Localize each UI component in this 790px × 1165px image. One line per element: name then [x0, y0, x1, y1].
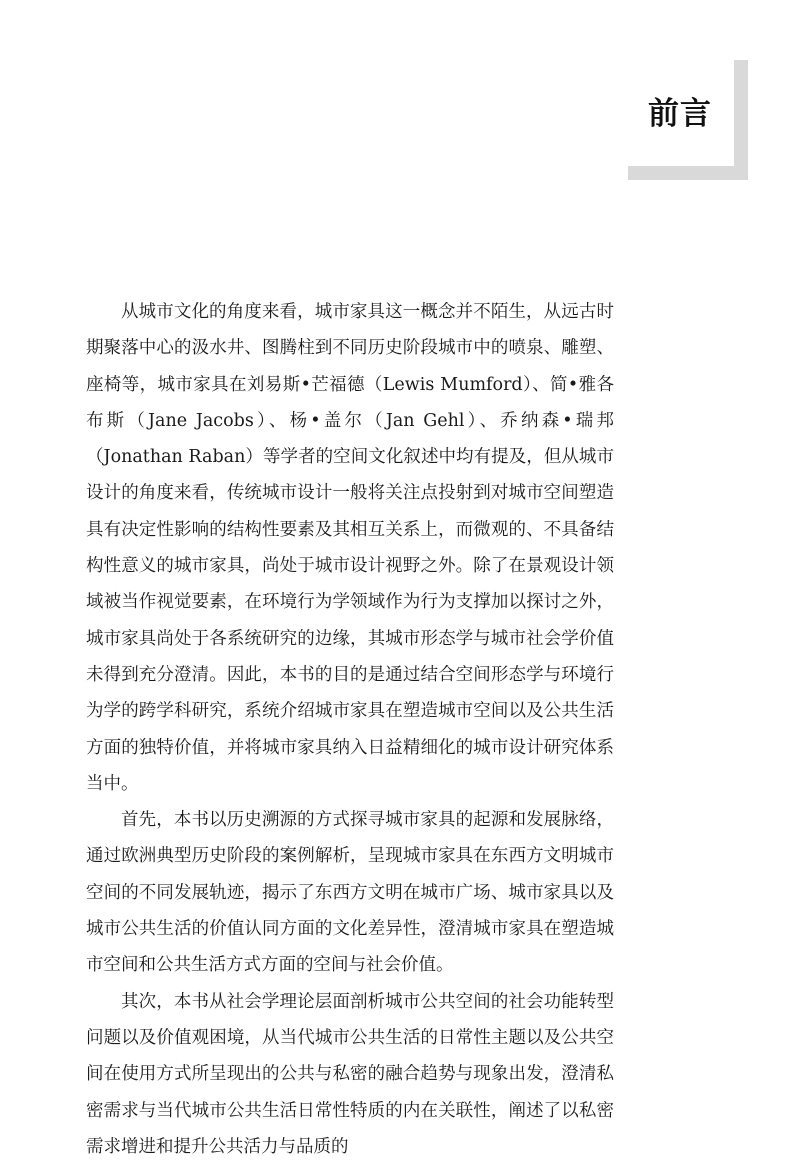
chapter-title: 前言	[648, 96, 712, 132]
paragraph-3: 其次，本书从社会学理论层面剖析城市公共空间的社会功能转型问题以及价值观困境，从当代城市公共生活的日常性主题以及公共空间在使用方式所呈现出的公共与私密的融合趋势与现象出发，澄清私密需求与当代城市公共生活日常性特质的内在关联性，阐述了以私密需求增进和提升公共活力与品质的	[86, 991, 614, 1157]
chapter-title-frame	[628, 60, 748, 180]
body-text	[86, 294, 614, 1165]
paragraph-1: 从城市文化的角度来看，城市家具这一概念并不陌生，从远古时期聚落中心的汲水井、图腾柱到不同历史阶段城市中的喷泉、雕塑、座椅等，城市家具在刘易斯•芒福德（Lewis Mumford）、简•雅各布斯（Jane Jacobs）、杨•盖尔（Jan Gehl）、乔纳森•瑞邦（Jonathan Raban）等学者的空间文化叙述中均有提及，但从城市设计的角度来看，传统城市设计一般将关注点投射到对城市空间塑造具有决定性影响的结构性要素及其相互关系上，而微观的、不具备结构性意义的城市家具，尚处于城市设计视野之外。除了在景观设计领域被当作视觉要素，在环境行为学领域作为行为支撑加以探讨之外，城市家具尚处于各系统研究的边缘，其城市形态学与城市社会学价值未得到充分澄清。因此，本书的目的是通过结合空间形态学与环境行为学的跨学科研究，系统介绍城市家具在塑造城市空间以及公共生活方面的独特价值，并将城市家具纳入日益精细化的城市设计研究体系当中。	[86, 302, 614, 794]
paragraph-2: 首先，本书以历史溯源的方式探寻城市家具的起源和发展脉络，通过欧洲典型历史阶段的案例解析，呈现城市家具在东西方文明城市空间的不同发展轨迹，揭示了东西方文明在城市广场、城市家具以及城市公共生活的价值认同方面的文化差异性，澄清城市家具在塑造城市空间和公共生活方式方面的空间与社会价值。	[86, 810, 614, 976]
chapter-title-panel	[628, 60, 734, 166]
